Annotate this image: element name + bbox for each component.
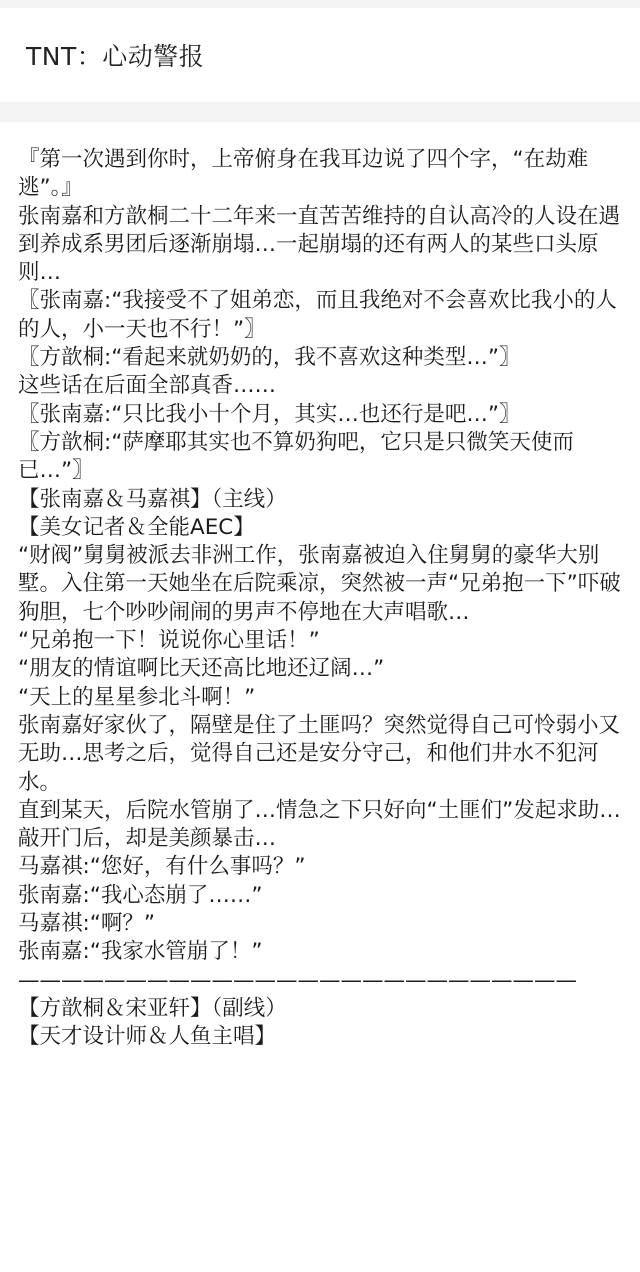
top-gap (0, 0, 640, 8)
paragraph: 〖张南嘉:“我接受不了姐弟恋，而且我绝对不会喜欢比我小的人的人，小一天也不行！”〗 (18, 288, 617, 342)
paragraph: 〖方歆桐:“萨摩耶其实也不算奶狗吧，它只是只微笑天使而已…”〗 (18, 429, 574, 484)
paragraph: 直到某天，后院水管崩了…情急之下只好向“土匪们”发起求助…敲开门后，却是美颜暴击… (18, 797, 621, 852)
article-body (0, 122, 640, 1272)
paragraph: 〖方歆桐:“看起来就奶奶的，我不喜欢这种类型…”〗 (18, 345, 521, 371)
paragraph: 【美女记者＆全能AEC】 (18, 514, 255, 540)
paragraph: 张南嘉好家伙了，隔壁是住了土匪吗？突然觉得自己可怜弱小又无助…思考之后，觉得自己还是安分守己，和他们井水不犯河水。 (18, 712, 621, 795)
paragraph: 张南嘉:“我家水管崩了！” (18, 939, 263, 965)
paragraph: 马嘉祺:“啊？” (18, 911, 156, 937)
paragraph: 【天才设计师＆人鱼主唱】 (18, 1024, 277, 1050)
page-title: TNT：心动警报 (26, 42, 205, 71)
paragraph: “财阀”舅舅被派去非洲工作，张南嘉被迫入住舅舅的豪华大别墅。入住第一天她坐在后院乘凉，突然被一声“兄弟抱一下”吓破狗胆，七个吵吵闹闹的男声不停地在大声唱歌… (18, 543, 621, 625)
paragraph: 马嘉祺:“您好，有什么事吗？” (18, 854, 306, 880)
title-bar (0, 8, 640, 102)
paragraph: “天上的星星参北斗啊！” (18, 684, 256, 710)
paragraph: 张南嘉和方歆桐二十二年来一直苦苦维持的自认高冷的人设在遇到养成系男团后逐渐崩塌…一起崩塌的还有两人的某些口头原则… (18, 203, 621, 286)
paragraph: 〖张南嘉:“只比我小十个月，其实…也还行是吧…”〗 (18, 401, 521, 427)
paragraph: 这些话在后面全部真香…… (18, 373, 277, 399)
paragraph: 『第一次遇到你时，上帝俯身在我耳边说了四个字，“在劫难逃”。』 (18, 147, 589, 201)
paragraph: “朋友的情谊啊比天还高比地还辽阔…” (18, 656, 385, 682)
paragraph: “兄弟抱一下！说说你心里话！” (18, 628, 320, 654)
section-divider (0, 102, 640, 122)
paragraph: 【张南嘉＆马嘉祺】（主线） (18, 486, 287, 512)
paragraph: 【方歆桐＆宋亚轩】（副线） (18, 995, 287, 1021)
paragraph: 张南嘉:“我心态崩了……” (18, 882, 263, 908)
divider-line: —————————————————————————— (18, 967, 577, 993)
